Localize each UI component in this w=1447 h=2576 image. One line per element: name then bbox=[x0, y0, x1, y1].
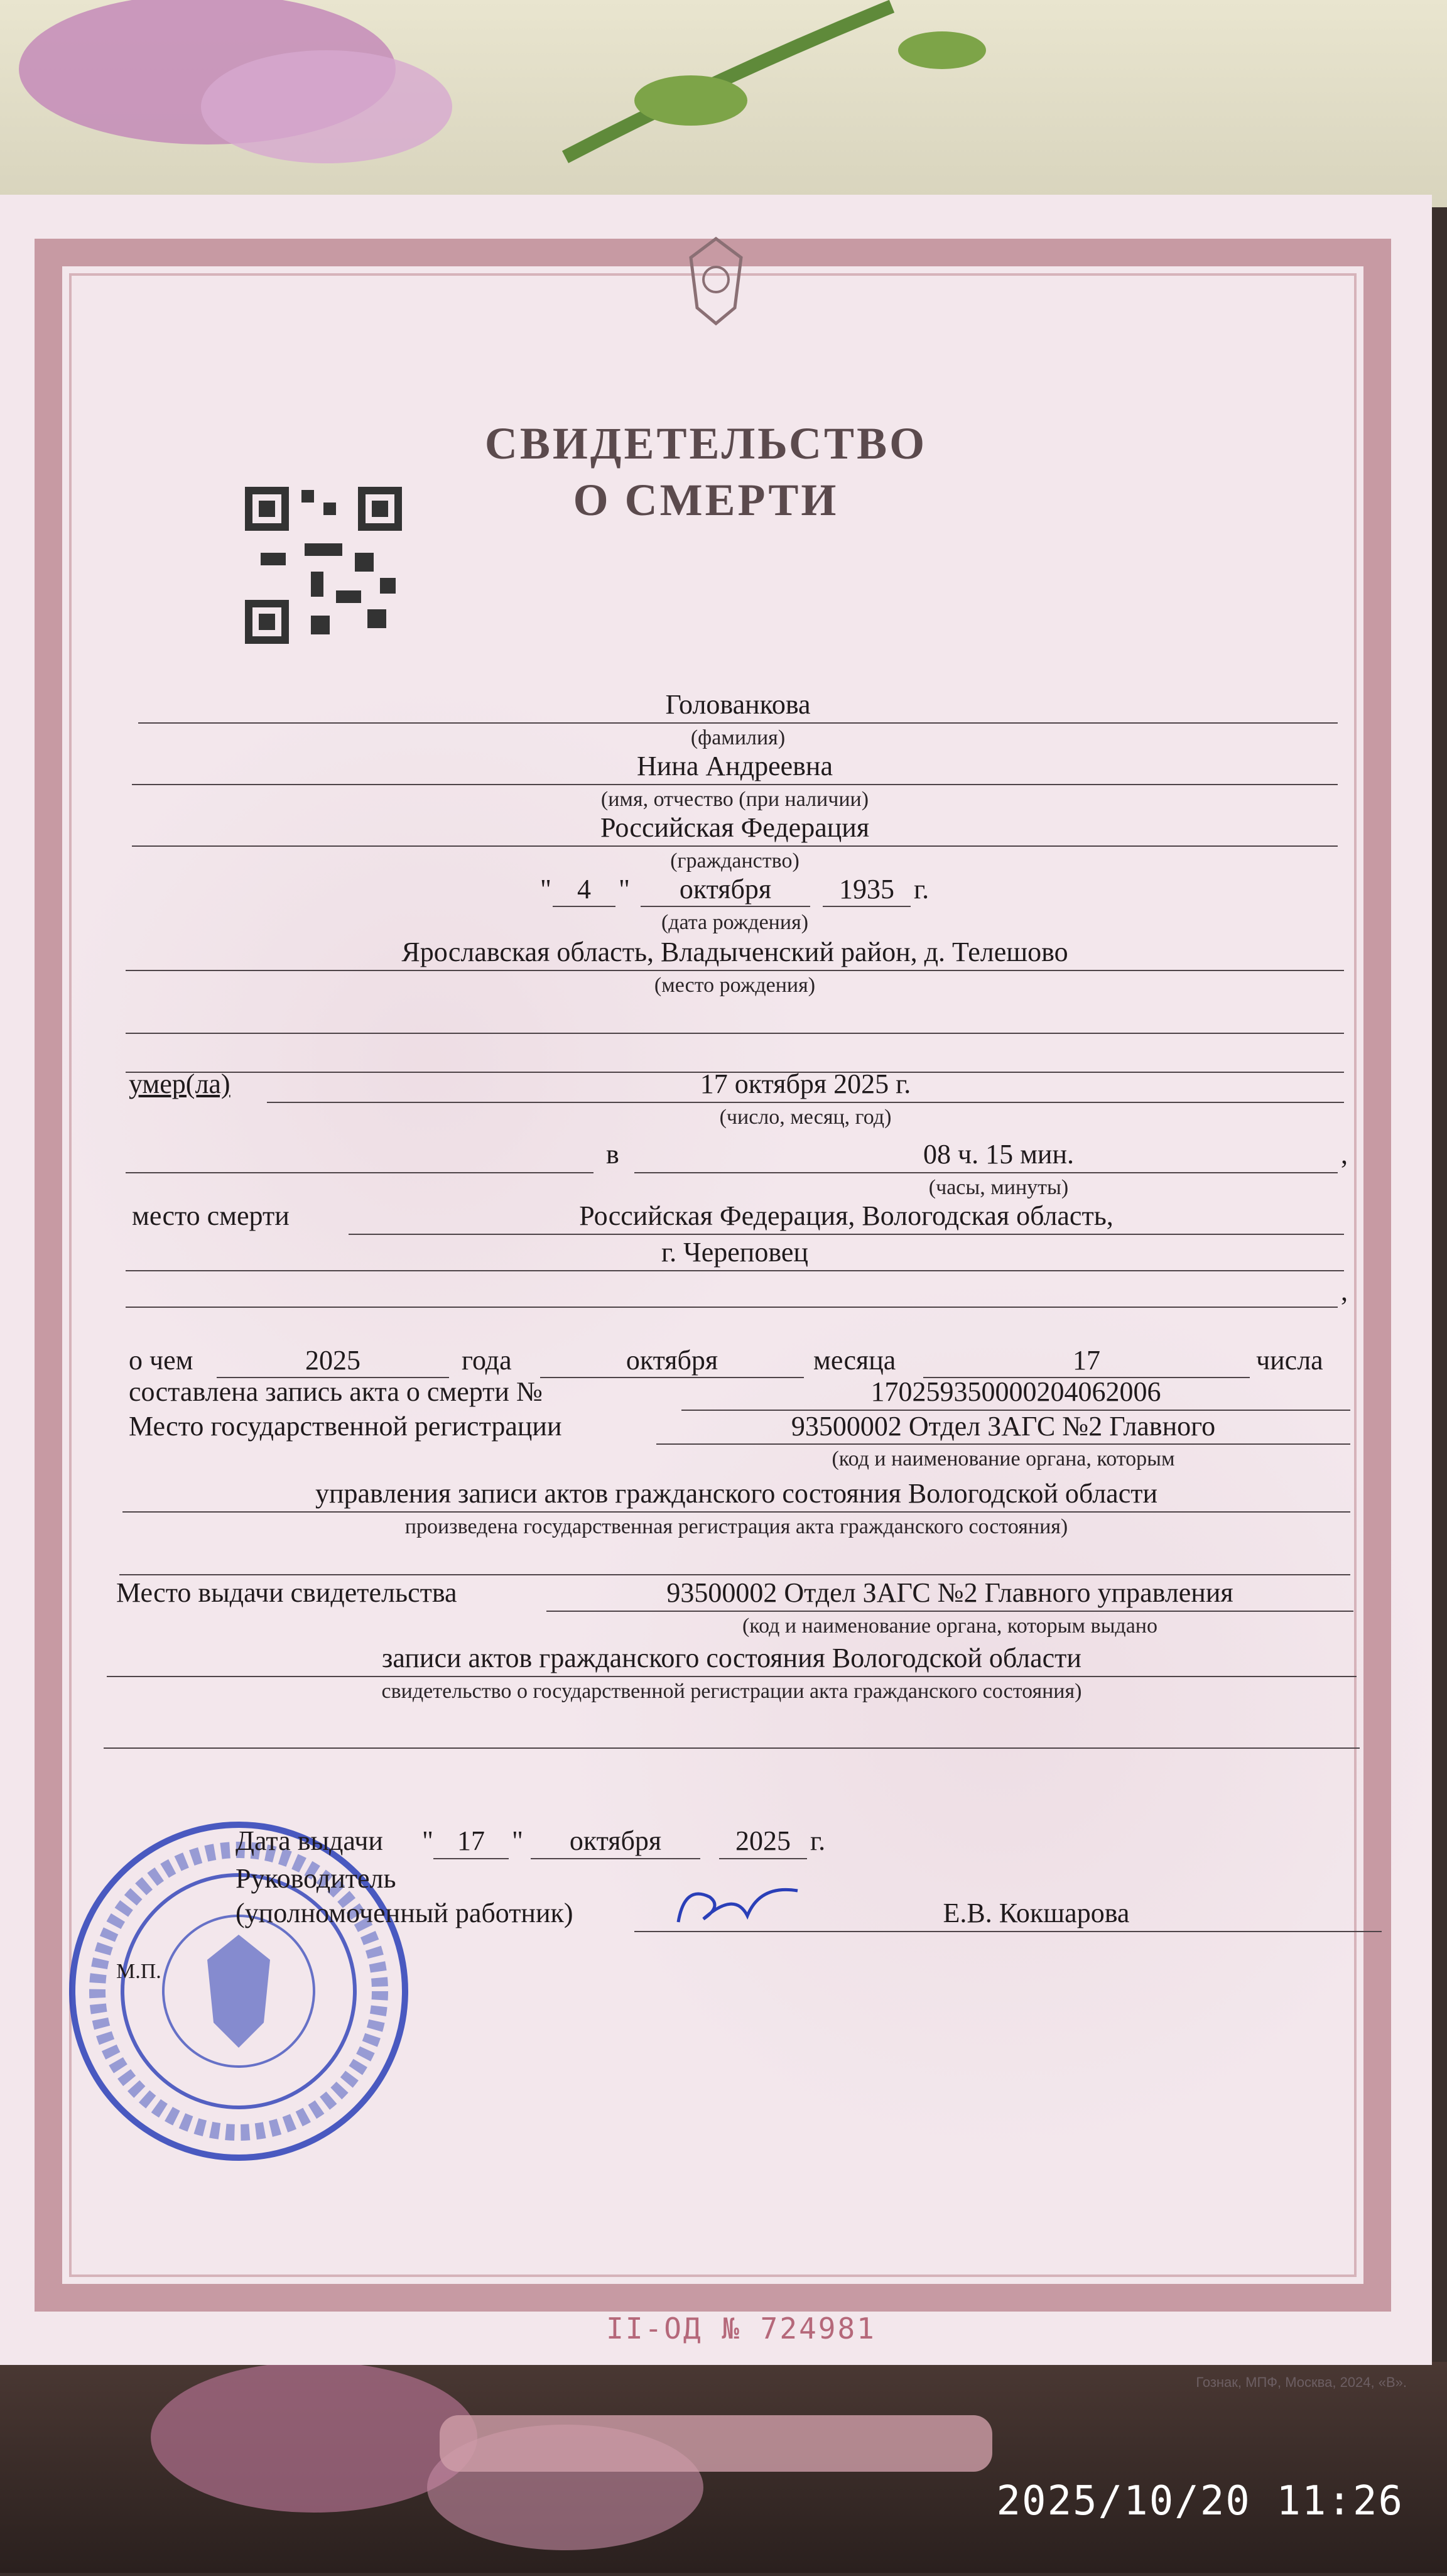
flower-pattern-icon bbox=[0, 0, 1447, 207]
coat-of-arms-icon bbox=[681, 232, 751, 327]
death-time-caption: (часы, минуты) bbox=[928, 1176, 1069, 1199]
issue-place-label: Место выдачи свидетельства bbox=[116, 1577, 457, 1608]
issue-place-line2: записи актов гражданского состояния Вологодской области bbox=[382, 1643, 1081, 1673]
registration-line2-rule bbox=[122, 1511, 1350, 1513]
issue-quote-open: " bbox=[422, 1825, 433, 1856]
birth-month: октября bbox=[679, 874, 772, 905]
issue-day-line bbox=[433, 1858, 509, 1859]
birth-year-suffix: г. bbox=[914, 874, 929, 905]
died-label: умер(ла) bbox=[129, 1068, 230, 1099]
series-number: II-ОД № 724981 bbox=[606, 2312, 876, 2345]
surname-value: Голованкова bbox=[665, 689, 811, 720]
background-flowers-top bbox=[0, 0, 1447, 207]
issue-day: 17 bbox=[457, 1825, 485, 1856]
issue-year-suffix: г. bbox=[810, 1825, 826, 1856]
birth-day-line bbox=[553, 906, 615, 907]
time-blank-line bbox=[126, 1172, 593, 1173]
bottom-ornament bbox=[440, 2415, 992, 2472]
registration-caption2: произведена государственная регистрация акта гражданского состояния) bbox=[404, 1515, 1068, 1538]
authorized-label: (уполномоченный работник) bbox=[236, 1898, 573, 1928]
birth-quote-close: " bbox=[619, 874, 630, 905]
record-year: 2025 bbox=[305, 1345, 360, 1376]
record-number: 170259350000204062006 bbox=[870, 1376, 1161, 1407]
issue-place-line1: 93500002 Отдел ЗАГС №2 Главного управления bbox=[666, 1577, 1233, 1608]
time-comma: , bbox=[1341, 1139, 1348, 1170]
printer-note: Гознак, МПФ, Москва, 2024, «В». bbox=[1196, 2374, 1407, 2390]
death-time-value: 08 ч. 15 мин. bbox=[923, 1139, 1075, 1170]
record-day: 17 bbox=[1073, 1345, 1100, 1376]
photo-timestamp: 2025/10/20 11:26 bbox=[996, 2478, 1404, 2524]
issue-quote-close: " bbox=[512, 1825, 523, 1856]
record-label: составлена запись акта о смерти № bbox=[129, 1376, 543, 1407]
issue-line2-rule bbox=[107, 1676, 1357, 1677]
signatory-name: Е.В. Кокшарова bbox=[943, 1898, 1130, 1928]
surname-caption: (фамилия) bbox=[690, 726, 786, 749]
day-label: числа bbox=[1256, 1345, 1323, 1376]
in-label: в bbox=[606, 1139, 619, 1170]
issue-date-label: Дата выдачи bbox=[236, 1825, 383, 1856]
issue-caption2: свидетельство о государственной регистрации акта гражданского состояния) bbox=[381, 1680, 1082, 1703]
issue-line1-rule bbox=[546, 1611, 1353, 1612]
birth-year: 1935 bbox=[839, 874, 894, 905]
citizenship-line bbox=[132, 845, 1338, 847]
death-place-line2-rule bbox=[126, 1270, 1344, 1271]
registration-caption1: (код и наименование органа, которым bbox=[832, 1447, 1175, 1470]
issue-year: 2025 bbox=[735, 1825, 791, 1856]
citizenship-value: Российская Федерация bbox=[600, 812, 870, 843]
citizenship-caption: (гражданство) bbox=[670, 849, 799, 872]
death-date-caption: (число, месяц, год) bbox=[719, 1106, 892, 1129]
certificate-title-line2: О СМЕРТИ bbox=[573, 475, 839, 525]
issue-month-line bbox=[531, 1858, 700, 1859]
death-certificate bbox=[0, 195, 1432, 2390]
issue-blank-line bbox=[104, 1747, 1360, 1749]
issue-month: октября bbox=[569, 1825, 662, 1856]
birth-month-line bbox=[641, 906, 810, 907]
place-comma: , bbox=[1341, 1276, 1348, 1307]
issue-caption1: (код и наименование органа, которым выдано bbox=[742, 1614, 1157, 1638]
birth-day: 4 bbox=[577, 874, 591, 905]
given-names-caption: (имя, отчество (при наличии) bbox=[600, 788, 869, 811]
blank-line-1 bbox=[126, 1033, 1344, 1034]
registration-place-line2: управления записи актов гражданского состояния Вологодской области bbox=[315, 1478, 1158, 1509]
birth-date-caption: (дата рождения) bbox=[661, 911, 809, 934]
death-place-line1: Российская Федерация, Вологодская область, bbox=[579, 1200, 1114, 1231]
year-label: года bbox=[462, 1345, 512, 1376]
registration-blank-line bbox=[119, 1574, 1350, 1575]
given-names-value: Нина Андреевна bbox=[636, 751, 833, 781]
month-label: месяца bbox=[813, 1345, 896, 1376]
birth-place-caption: (место рождения) bbox=[654, 974, 816, 997]
birth-quote-open: " bbox=[540, 874, 551, 905]
death-date-value: 17 октября 2025 г. bbox=[700, 1068, 911, 1099]
about-label: о чем bbox=[129, 1345, 193, 1376]
death-place-line1-rule bbox=[349, 1234, 1344, 1235]
signature-icon bbox=[666, 1872, 810, 1941]
given-names-line bbox=[132, 784, 1338, 785]
head-label: Руководитель bbox=[236, 1863, 396, 1894]
death-time-line bbox=[634, 1172, 1338, 1173]
birth-year-line bbox=[823, 906, 911, 907]
issue-year-line bbox=[719, 1858, 807, 1859]
certificate-title-line1: СВИДЕТЕЛЬСТВО bbox=[484, 418, 928, 469]
birth-place-line bbox=[126, 970, 1344, 971]
mp-label: М.П. bbox=[116, 1960, 161, 1983]
birth-place-value: Ярославская область, Владыченский район, д. Телешово bbox=[401, 937, 1068, 967]
registration-place-line1: 93500002 Отдел ЗАГС №2 Главного bbox=[791, 1411, 1216, 1442]
registration-line1-rule bbox=[656, 1443, 1350, 1445]
death-date-line bbox=[267, 1102, 1344, 1103]
record-month: октября bbox=[626, 1345, 718, 1376]
death-place-line3-rule bbox=[126, 1307, 1338, 1308]
registration-place-label: Место государственной регистрации bbox=[129, 1411, 562, 1442]
surname-line bbox=[138, 722, 1338, 724]
death-place-line2: г. Череповец bbox=[661, 1237, 808, 1268]
death-place-label: место смерти bbox=[132, 1200, 290, 1231]
